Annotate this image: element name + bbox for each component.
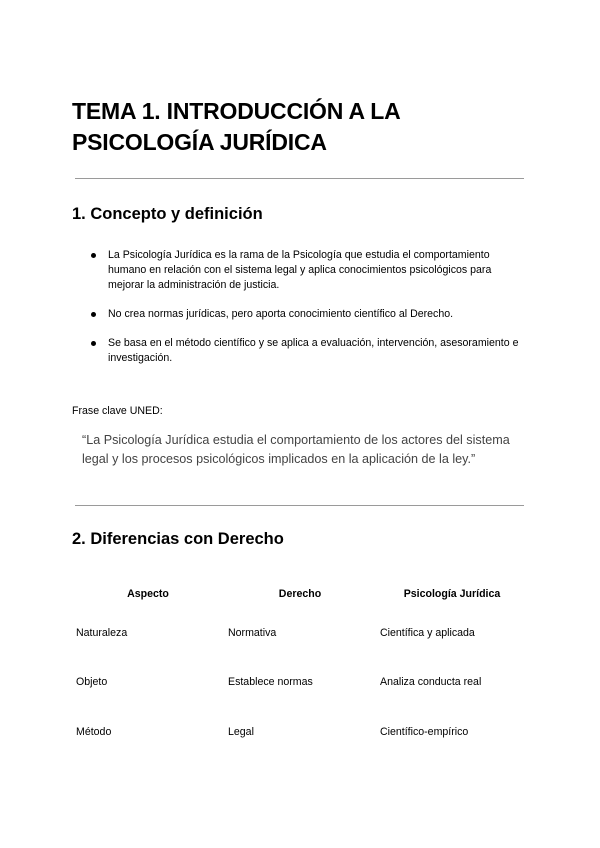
bullet-text: No crea normas jurídicas, pero aporta conocimiento científico al Derecho. — [108, 308, 454, 320]
section-1-heading: 1. Concepto y definición — [72, 205, 263, 223]
table-row — [72, 608, 528, 658]
bullet-dot-icon — [91, 341, 96, 346]
bullet-item — [90, 307, 530, 322]
bullet-text: Se basa en el método científico y se aplica a evaluación, intervención, asesoramiento e investigación. — [108, 337, 519, 364]
table-cell: Legal — [228, 725, 254, 738]
table-cell: Objeto — [76, 676, 108, 689]
bullet-dot-icon — [91, 312, 96, 317]
table-cell: Normativa — [228, 626, 277, 639]
table-header-row — [72, 580, 528, 608]
column-header-psicologia-juridica: Psicología Jurídica — [403, 588, 501, 600]
bullet-item — [90, 336, 530, 366]
table-cell: Naturaleza — [76, 626, 128, 639]
table-cell: Analiza conducta real — [380, 676, 482, 689]
divider — [75, 505, 524, 506]
bullet-dot-icon — [91, 253, 96, 258]
bullet-text: La Psicología Jurídica es la rama de la Psicología que estudia el comportamiento humano en relación con el sistema legal y aplica conocimientos psicológicos para mejorar la administración de justicia. — [108, 249, 492, 291]
column-header-derecho: Derecho — [278, 588, 322, 600]
comparison-table — [72, 580, 528, 757]
definition-bullet-list — [90, 248, 530, 380]
table-cell: Científico-empírico — [380, 725, 469, 738]
key-phrase-label: Frase clave UNED: — [72, 405, 163, 417]
document-title: TEMA 1. INTRODUCCIÓN A LA PSICOLOGÍA JURÍDICA — [72, 98, 400, 155]
divider — [75, 178, 524, 179]
table-row — [72, 658, 528, 708]
section-2-heading: 2. Diferencias con Derecho — [72, 530, 284, 548]
column-header-aspecto: Aspecto — [127, 588, 169, 600]
table-cell: Método — [76, 725, 112, 738]
table-row — [72, 707, 528, 757]
table-cell: Científica y aplicada — [380, 626, 475, 639]
key-phrase-quote: “La Psicología Jurídica estudia el comportamiento de los actores del sistema legal y los procesos psicológicos implicados en la aplicación de la ley.” — [82, 433, 510, 466]
table-cell: Establece normas — [228, 676, 313, 689]
bullet-item — [90, 248, 530, 293]
